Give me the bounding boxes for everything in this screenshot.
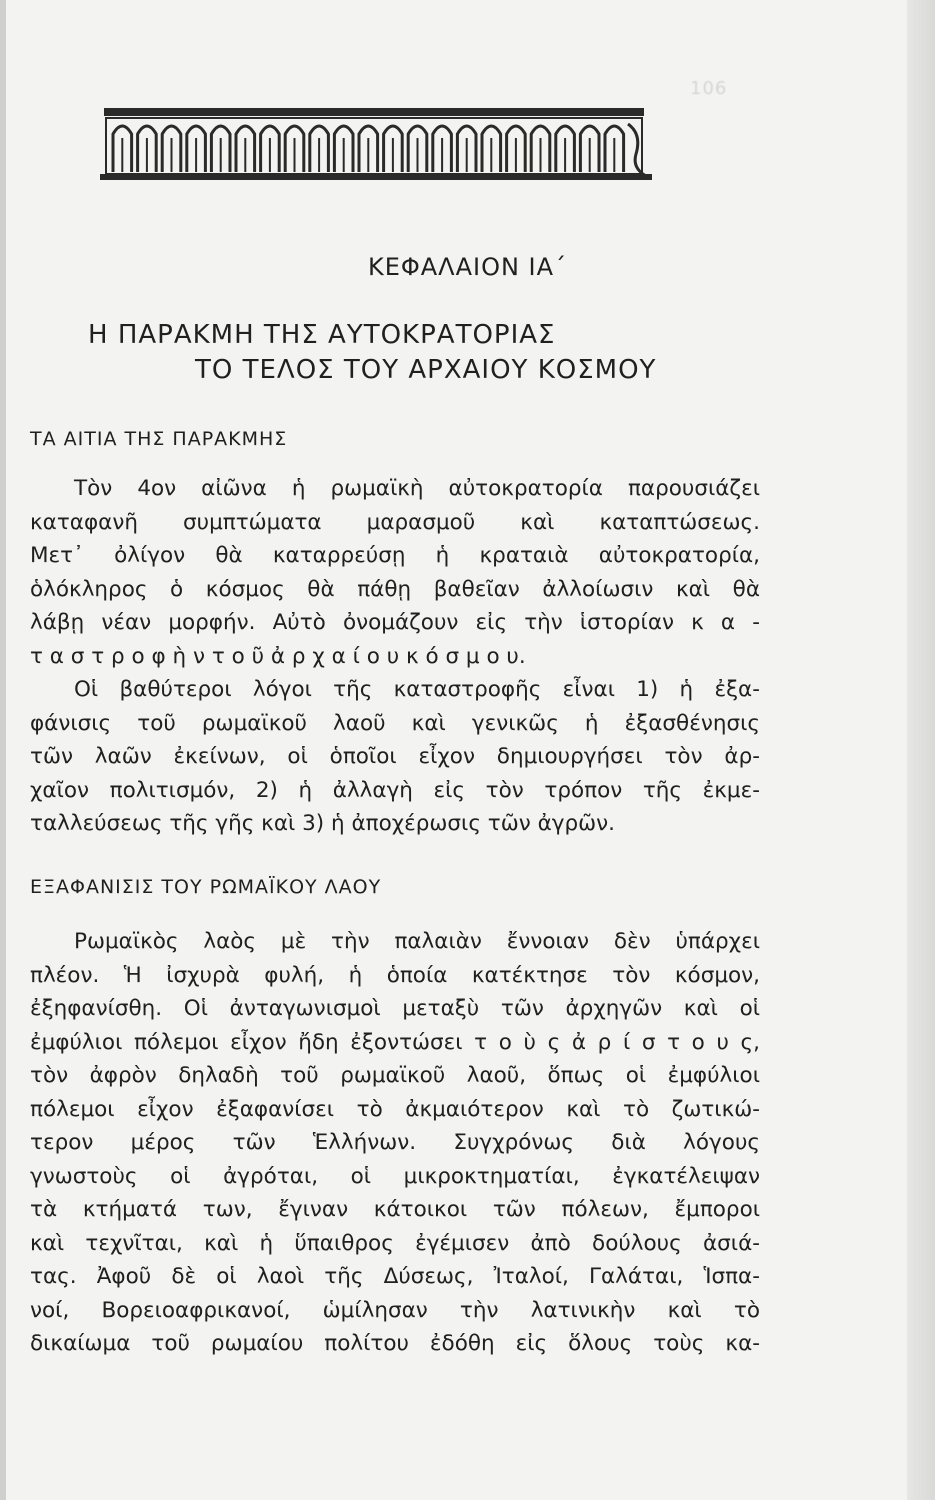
text-line: λάβῃ νέαν μορφήν. Αὐτὸ ὀνομάζουν εἰς τὴν ἱστορίαν κ α - [30,610,760,635]
text-line: τας. Ἀφοῦ δὲ οἱ λαοὶ τῆς Δύσεως, Ἰταλοί, Γαλάται, Ἱσπα- [30,1264,760,1289]
text-line: Οἱ βαθύτεροι λόγοι τῆς καταστροφῆς εἶναι 1) ἡ ἐξα- [74,677,760,702]
text-line: ἐξηφανίσθη. Οἱ ἀνταγωνισμοὶ μεταξὺ τῶν ἀρχηγῶν καὶ οἱ [30,996,760,1021]
text-line: τῶν λαῶν ἐκείνων, οἱ ὁποῖοι εἶχον δημιουργήσει τὸν ἀρ- [30,744,760,769]
page-right-edge [907,0,935,1500]
text-line: τὸν ἀφρὸν δηλαδὴ τοῦ ρωμαϊκοῦ λαοῦ, ὅπως οἱ ἐμφύλιοι [30,1063,760,1088]
text-line: ὁλόκληρος ὁ κόσμος θὰ πάθῃ βαθεῖαν ἀλλοίωσιν καὶ θὰ [30,576,760,602]
text-line: ἐμφύλιοι πόλεμοι εἶχον ἤδη ἐξοντώσει τ ο ὺ ς ἀ ρ ί σ τ ο υ ς, [30,1029,760,1055]
section-heading-disappearance: ΕΞΑΦΑΝΙΣΙΣ ΤΟΥ ΡΩΜΑΪΚΟΥ ΛΑΟΥ [30,876,382,898]
text-line: Μετ᾽ ὀλίγον θὰ καταρρεύσῃ ἡ κραταιὰ αὐτοκρατορία, [30,543,760,568]
paragraph-disappearance-1 [30,925,760,1361]
chapter-title-line-1: Η ΠΑΡΑΚΜΗ ΤΗΣ ΑΥΤΟΚΡΑΤΟΡΙΑΣ [88,320,556,350]
paragraph-causes-2 [30,673,760,841]
text-line: φάνισις τοῦ ρωμαϊκοῦ λαοῦ καὶ γενικῶς ἡ ἐξασθένησις [30,710,760,736]
text-line: τ α σ τ ρ ο φ ὴ ν τ ο ῦ ἀ ρ χ α ί ο υ κ ό σ μ ο υ. [30,643,526,669]
text-line: καὶ τεχνῖται, καὶ ἡ ὕπαιθρος ἐγέμισεν ἀπὸ δούλους ἀσιά- [30,1230,760,1256]
text-line: τὰ κτήματά των, ἔγιναν κάτοικοι τῶν πόλεων, ἔμποροι [30,1197,760,1222]
text-line: ταλλεύσεως τῆς γῆς καὶ 3) ἡ ἀποχέρωσις τῶν ἀγρῶν. [30,811,615,836]
text-line: πλέον. Ἡ ἰσχυρὰ φυλή, ἡ ὁποία κατέκτησε τὸν κόσμον, [30,962,760,988]
chapter-title-line-2: ΤΟ ΤΕΛΟΣ ΤΟΥ ΑΡΧΑΙΟΥ ΚΟΣΜΟΥ [195,355,657,385]
text-line: χαῖον πολιτισμόν, 2) ἡ ἀλλαγὴ εἰς τὸν τρόπον τῆς ἐκμε- [30,777,760,803]
page-left-edge [0,0,6,1500]
section-heading-causes: ΤΑ ΑΙΤΙΑ ΤΗΣ ΠΑΡΑΚΜΗΣ [30,428,288,450]
text-line: τερον μέρος τῶν Ἑλλήνων. Συγχρόνως διὰ λόγους [30,1130,760,1155]
paragraph-causes-1 [30,472,760,673]
decorative-arcade-ornament [100,104,652,188]
text-line: πόλεμοι εἶχον ἐξαφανίσει τὸ ἀκμαιότερον καὶ τὸ ζωτικώ- [30,1096,760,1122]
text-line: Τὸν 4ον αἰῶνα ἡ ρωμαϊκὴ αὐτοκρατορία παρουσιάζει [74,476,760,501]
bleed-through-page-number: 106 [690,78,728,99]
text-line: δικαίωμα τοῦ ρωμαίου πολίτου ἐδόθη εἰς ὅλους τοὺς κα- [30,1331,760,1356]
text-line: Ρωμαϊκὸς λαὸς μὲ τὴν παλαιὰν ἔννοιαν δὲν ὑπάρχει [74,929,760,954]
text-line: καταφανῆ συμπτώματα μαρασμοῦ καὶ καταπτώσεως. [30,509,760,535]
chapter-heading: ΚΕΦΑΛΑΙΟΝ ΙΑ΄ [367,253,568,281]
text-line: νοί, Βορειοαφρικανοί, ὡμίλησαν τὴν λατινικὴν καὶ τὸ [30,1297,760,1323]
text-line: γνωστοὺς οἱ ἀγρόται, οἱ μικροκτηματίαι, ἐγκατέλειψαν [30,1163,760,1189]
